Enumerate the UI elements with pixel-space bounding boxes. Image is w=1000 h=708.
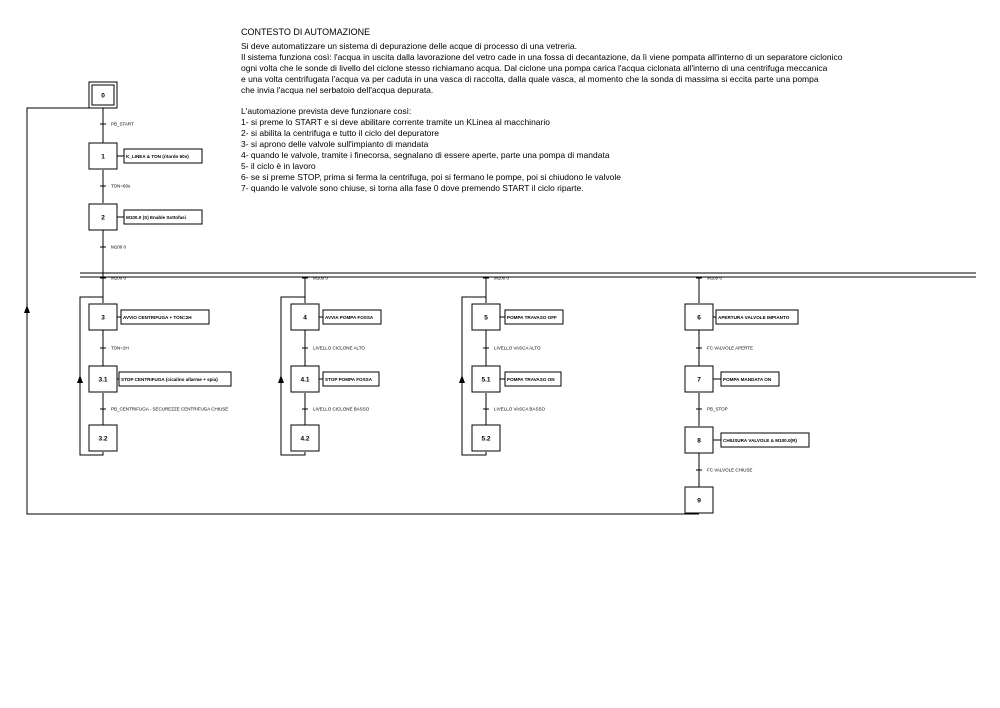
- transition-t2: [100, 245, 127, 250]
- step-4-1: [291, 366, 319, 392]
- step-9: [685, 487, 713, 513]
- transition-label: FC VALVOLE CHIUSE: [707, 467, 753, 473]
- action-box: [505, 372, 561, 386]
- action-label: AVVIA POMPA FOSSA: [325, 315, 374, 320]
- transition-t13: [696, 346, 753, 351]
- action-box: [721, 372, 779, 386]
- step-description: 1- si preme lo START e si deve abilitare corrente tramite un KLinea al macchinario: [241, 117, 550, 127]
- step-description: 2- si abilita la centrifuga e tutto il ciclo del depuratore: [241, 128, 439, 138]
- intro-line: ogni volta che le sonde di livello del ciclone stesso richiamano acqua. Dal ciclone una pompa carica l'acqua ciclonata all'interno di una centrifuga meccanica: [241, 63, 828, 73]
- document-title: CONTESTO DI AUTOMAZIONE: [241, 27, 371, 37]
- transition-label: M100 0: [707, 275, 723, 281]
- transition-t1: [100, 184, 131, 189]
- intro-line: Si deve automatizzare un sistema di depurazione delle acque di processo di una vetreria.: [241, 41, 577, 51]
- step-description: 7- quando le valvole sono chiuse, si torna alla fase 0 dove premendo START il ciclo riparte.: [241, 183, 584, 193]
- transition-label: TON=60s: [111, 183, 131, 189]
- transition-t9: [302, 346, 365, 351]
- transition-label: M100 0: [111, 244, 127, 250]
- action-label: M100.0 (S) Enable Sottofasi: [126, 215, 186, 220]
- transition-t3: [100, 276, 127, 281]
- intro-line: Il sistema funziona così: l'acqua in uscita dalla lavorazione del vetro cade in una fossa di decantazione, da lì viene pompata all'interno di un separatore ciclonico: [241, 52, 843, 62]
- step-8: [685, 427, 713, 453]
- step-5-1: [472, 366, 500, 392]
- intro-line: che invia l'acqua nel serbatoio dell'acqua depurata.: [241, 85, 434, 95]
- transition-t10: [302, 407, 370, 412]
- step-description: 3- si aprono delle valvole sull'impianto di mandata: [241, 139, 429, 149]
- step-number: 1: [101, 153, 105, 161]
- step-7: [685, 366, 713, 392]
- action-box: [124, 149, 202, 163]
- transition-label: M100 0: [111, 275, 127, 281]
- step-2: [89, 204, 117, 230]
- action-box: [323, 372, 379, 386]
- transition-t0: [100, 122, 134, 127]
- action-label: CHIUSURA VALVOLE & M100.0(R): [723, 438, 797, 443]
- arrow-up-icon: [77, 375, 83, 383]
- transition-label: M100 0: [313, 275, 329, 281]
- action-label: STOP CENTRIFUGA (cicalino allarme + spia): [121, 377, 218, 382]
- step-description: 4- quando le valvole, tramite i finecorsa, segnalano di essere aperte, parte una pompa di mandata: [241, 150, 610, 160]
- step-number: 8: [697, 437, 701, 445]
- transition-t12: [483, 407, 545, 412]
- step-number: 0: [101, 92, 105, 100]
- step-number: 4: [303, 314, 307, 322]
- transition-label: PB_START: [111, 121, 134, 127]
- transition-t7: [100, 346, 129, 351]
- step-description: 6- se si preme STOP, prima si ferma la centrifuga, poi si fermano le pompe, poi si chiudono le valvole: [241, 172, 622, 182]
- transition-label: M100 0: [494, 275, 510, 281]
- transition-label: LIVELLO CICLONE ALTO: [313, 345, 365, 351]
- action-box: [505, 310, 563, 324]
- step-1: [89, 143, 117, 169]
- step-6: [685, 304, 713, 330]
- transition-t14: [696, 407, 728, 412]
- action-box: [716, 310, 798, 324]
- step-3: [89, 304, 117, 330]
- step-number: 4.1: [300, 376, 310, 384]
- action-label: APERTURA VALVOLE IMPIANTO: [718, 315, 790, 320]
- arrow-up-icon: [459, 375, 465, 383]
- transition-label: TON=2H: [111, 345, 129, 351]
- transition-label: PB_STOP: [707, 406, 728, 412]
- step-number: 5.1: [481, 376, 491, 384]
- step-number: 4.2: [300, 435, 310, 443]
- step-number: 9: [697, 497, 701, 505]
- steps-heading: L'automazione prevista deve funzionare così:: [241, 106, 412, 116]
- step-number: 7: [697, 376, 701, 384]
- action-label: POMPA TRAVASO OFF: [507, 315, 557, 320]
- step-description: 5- il ciclo è in lavoro: [241, 161, 316, 171]
- transition-t8: [100, 407, 228, 412]
- step-5-2: [472, 425, 500, 451]
- step-number: 2: [101, 214, 105, 222]
- action-label: K_LINEA & TON (ritardo 60s): [126, 154, 189, 159]
- transition-label: LIVELLO VASCA ALTO: [494, 345, 541, 351]
- action-box: [721, 433, 809, 447]
- transition-label: FC VALVOLE APERTE: [707, 345, 754, 351]
- intro-line: e una volta centrifugata l'acqua va per caduta in una vasca di raccolta, dalla quale vasca, al momento che la sonda di massima si eccita parte una pompa: [241, 74, 819, 84]
- step-4: [291, 304, 319, 330]
- arrow-up-icon: [24, 305, 30, 313]
- step-5: [472, 304, 500, 330]
- action-label: POMPA MANDATA ON: [723, 377, 772, 382]
- action-box: [323, 310, 381, 324]
- step-number: 6: [697, 314, 701, 322]
- step-0: [89, 82, 117, 108]
- step-3-1: [89, 366, 117, 392]
- action-box: [121, 310, 209, 324]
- action-box: [119, 372, 231, 386]
- step-number: 3.2: [98, 435, 108, 443]
- transition-t5: [483, 276, 510, 281]
- transition-label: PB_CENTRIFUGA - SECUREZZE CENTRIFUGA CHIUSE: [111, 406, 229, 412]
- arrow-up-icon: [278, 375, 284, 383]
- transition-label: LIVELLO CICLONE BASSO: [313, 406, 370, 412]
- step-3-2: [89, 425, 117, 451]
- transition-t11: [483, 346, 541, 351]
- step-number: 3.1: [98, 376, 108, 384]
- action-box: [124, 210, 202, 224]
- action-label: POMPA TRAVASO ON: [507, 377, 555, 382]
- step-number: 3: [101, 314, 105, 322]
- step-number: 5: [484, 314, 488, 322]
- action-label: STOP POMPA FOSSA: [325, 377, 373, 382]
- transition-t15: [696, 468, 752, 473]
- step-4-2: [291, 425, 319, 451]
- transition-t4: [302, 276, 329, 281]
- action-label: AVVIO CENTRIFUGA + TON=2H: [123, 315, 192, 320]
- transition-label: LIVELLO VASCA BASSO: [494, 406, 545, 412]
- transition-t6: [696, 276, 723, 281]
- step-number: 5.2: [481, 435, 491, 443]
